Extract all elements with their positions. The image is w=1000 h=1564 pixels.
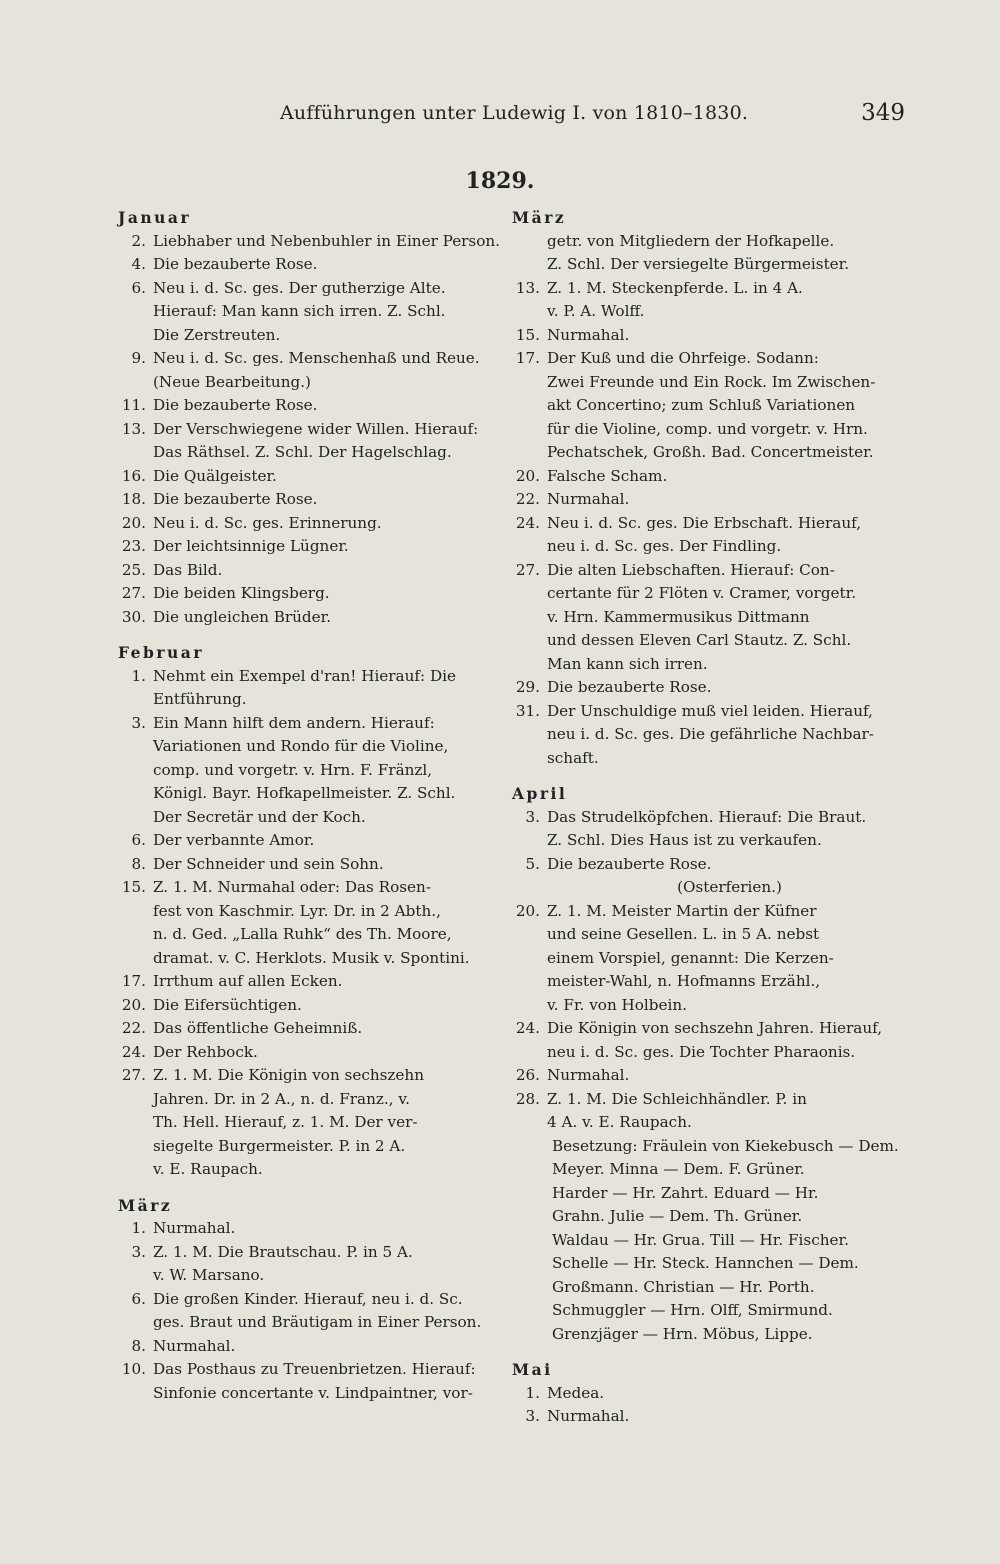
- entry-day: [512, 300, 540, 324]
- year-heading: 1829.: [465, 168, 535, 194]
- entry-text: meister-Wahl, n. Hofmanns Erzähl.,: [547, 972, 821, 990]
- entry-day: [512, 923, 540, 947]
- entry-text: Nehmt ein Exempel d'ran! Hierauf: Die: [153, 666, 456, 685]
- entry-line: [118, 665, 508, 689]
- entry-line: [118, 1241, 508, 1265]
- entry-text: akt Concertino; zum Schluß Variationen: [547, 396, 856, 414]
- month-heading: April: [512, 784, 568, 803]
- entry-day: [118, 1264, 146, 1288]
- entry-text: Der Kuß und die Ohrfeige. Sodann:: [547, 349, 819, 367]
- entry-line: [118, 1335, 508, 1359]
- entry-day: 1.: [131, 1219, 146, 1237]
- entry-text: v. W. Marsano.: [153, 1266, 265, 1284]
- entry-day: 10.: [121, 1360, 146, 1378]
- entry-day: [512, 747, 540, 771]
- entry-line: [512, 1382, 907, 1406]
- entry-line: [512, 582, 907, 606]
- entry-text: Z. 1. M. Die Brautschau. P. in 5 A.: [153, 1242, 413, 1261]
- entry-line: [118, 371, 508, 395]
- entry-line: [118, 759, 508, 783]
- month-gap: [118, 1182, 508, 1194]
- entry-day: 3.: [131, 1242, 146, 1261]
- entry-text: Das Posthaus zu Treuenbrietzen. Hierauf:: [153, 1360, 476, 1378]
- entry-line: [118, 1064, 508, 1088]
- entry-text: Das öffentliche Geheimniß.: [153, 1019, 363, 1037]
- entry-line: [118, 876, 508, 900]
- entry-day: 25.: [121, 560, 146, 579]
- entry-text: Die Quälgeister.: [153, 466, 277, 485]
- entry-day: [118, 947, 146, 971]
- entry-text: neu i. d. Sc. ges. Die Tochter Pharaonis.: [547, 1042, 856, 1061]
- left-column: [118, 206, 508, 1405]
- entry-text: Th. Hell. Hierauf, z. 1. M. Der ver-: [153, 1113, 418, 1131]
- entry-line: [118, 1041, 508, 1065]
- entry-text: Der leichtsinnige Lügner.: [153, 537, 349, 555]
- entry-day: 30.: [121, 607, 146, 626]
- entry-text: Zwei Freunde und Ein Rock. Im Zwischen-: [547, 372, 876, 391]
- month-heading: Januar: [118, 208, 192, 227]
- entry-line: [512, 829, 907, 853]
- entry-line: [118, 1158, 508, 1182]
- entry-day: 16.: [121, 466, 146, 485]
- entry-day: 20.: [121, 513, 146, 532]
- entry-text: v. Fr. von Holbein.: [547, 995, 687, 1014]
- entry-text: Die Königin von sechszehn Jahren. Hierauf,: [547, 1019, 883, 1037]
- entry-text: Die großen Kinder. Hierauf, neu i. d. Sc.: [153, 1289, 463, 1308]
- entry-day: 17.: [121, 972, 146, 990]
- entry-text: Irrthum auf allen Ecken.: [153, 972, 343, 990]
- entry-day: 4.: [131, 255, 146, 273]
- entry-text: Sinfonie concertante v. Lindpaintner, vor-: [153, 1383, 473, 1402]
- cast-line: Grenzjäger — Hrn. Möbus, Lippe.: [552, 1324, 813, 1343]
- entry-day: [118, 923, 146, 947]
- entry-text: fest von Kaschmir. Lyr. Dr. in 2 Abth.,: [153, 901, 441, 920]
- entry-day: 22.: [121, 1019, 146, 1037]
- entry-line: [512, 394, 907, 418]
- entry-text: Hierauf: Man kann sich irren. Z. Schl.: [153, 302, 446, 320]
- entry-day: [118, 1111, 146, 1135]
- entry-text: Liebhaber und Nebenbuhler in Einer Person.: [153, 231, 500, 250]
- entry-line: [512, 1064, 907, 1088]
- section-note: (Osterferien.): [677, 878, 782, 896]
- entry-text: Z. 1. M. Steckenpferde. L. in 4 A.: [547, 278, 803, 297]
- entry-day: 24.: [121, 1042, 146, 1061]
- entry-text: Der Rehbock.: [153, 1042, 258, 1061]
- entry-line: [118, 1264, 508, 1288]
- entry-line: [512, 1405, 907, 1429]
- entry-day: [512, 970, 540, 994]
- entry-line: [512, 535, 907, 559]
- entry-text: Die bezauberte Rose.: [153, 490, 318, 508]
- cast-line: Schmuggler — Hrn. Olff, Smirmund.: [552, 1301, 833, 1319]
- entry-line: [118, 418, 508, 442]
- entry-day: [118, 1158, 146, 1182]
- entry-text: Neu i. d. Sc. ges. Menschenhaß und Reue.: [153, 349, 480, 367]
- entry-text: Die bezauberte Rose.: [153, 396, 318, 414]
- entry-day: [512, 994, 540, 1018]
- entry-day: 3.: [525, 1407, 540, 1425]
- entry-text: einem Vorspiel, genannt: Die Kerzen-: [547, 948, 834, 967]
- entry-line: [118, 923, 508, 947]
- entry-text: Nurmahal.: [547, 1407, 630, 1425]
- month-heading: März: [512, 208, 567, 227]
- month-gap: [512, 770, 907, 782]
- entry-text: Neu i. d. Sc. ges. Erinnerung.: [153, 513, 382, 532]
- entry-day: 13.: [515, 278, 540, 297]
- entry-day: [118, 900, 146, 924]
- entry-line: [118, 559, 508, 583]
- entry-line: [118, 712, 508, 736]
- entry-line: [118, 1358, 508, 1382]
- entry-line: [118, 806, 508, 830]
- entry-text: Entführung.: [153, 690, 247, 708]
- entry-line: [118, 324, 508, 348]
- entry-line: [512, 947, 907, 971]
- right-column: [512, 206, 907, 1429]
- month-heading: Februar: [118, 643, 205, 662]
- entry-text: v. Hrn. Kammermusikus Dittmann: [547, 607, 810, 626]
- entry-day: 31.: [515, 701, 540, 720]
- entry-line: [512, 300, 907, 324]
- entry-line: [118, 441, 508, 465]
- entry-day: 6.: [131, 831, 146, 849]
- entry-day: 2.: [131, 231, 146, 250]
- entry-line: [118, 230, 508, 254]
- entry-text: und seine Gesellen. L. in 5 A. nebst: [547, 925, 820, 943]
- entry-day: [512, 947, 540, 971]
- entry-line: [512, 700, 907, 724]
- entry-text: Z. 1. M. Meister Martin der Küfner: [547, 901, 817, 920]
- entry-line: [118, 947, 508, 971]
- entry-text: Das Räthsel. Z. Schl. Der Hagelschlag.: [153, 443, 452, 461]
- entry-line: [118, 1311, 508, 1335]
- entry-text: Königl. Bayr. Hofkapellmeister. Z. Schl.: [153, 784, 456, 802]
- entry-text: Variationen und Rondo für die Violine,: [153, 737, 449, 755]
- entry-line: [118, 277, 508, 301]
- entry-day: 6.: [131, 1289, 146, 1308]
- entry-day: 3.: [131, 713, 146, 732]
- entry-day: [512, 829, 540, 853]
- cast-line: Harder — Hr. Zahrt. Eduard — Hr.: [552, 1183, 819, 1202]
- page-header: [280, 102, 905, 132]
- entry-line: [118, 900, 508, 924]
- entry-text: Der verbannte Amor.: [153, 831, 315, 849]
- entry-day: 1.: [131, 666, 146, 685]
- entry-line: [512, 853, 907, 877]
- entry-day: 27.: [121, 584, 146, 602]
- entry-text: Die Zerstreuten.: [153, 325, 281, 344]
- entry-text: und dessen Eleven Carl Stautz. Z. Schl.: [547, 631, 852, 649]
- entry-line: [118, 1217, 508, 1241]
- entry-line: [118, 488, 508, 512]
- entry-line: [118, 1382, 508, 1406]
- entry-line: [118, 735, 508, 759]
- entry-day: 15.: [121, 878, 146, 896]
- entry-line: [512, 676, 907, 700]
- entry-day: 24.: [515, 513, 540, 532]
- entry-text: Jahren. Dr. in 2 A., n. d. Franz., v.: [153, 1089, 410, 1108]
- entry-text: Die ungleichen Brüder.: [153, 607, 332, 626]
- entry-line: [512, 371, 907, 395]
- entry-day: 24.: [515, 1019, 540, 1037]
- entry-line: [118, 994, 508, 1018]
- entry-text: Man kann sich irren.: [547, 654, 708, 673]
- entry-line: [512, 512, 907, 536]
- entry-day: [512, 723, 540, 747]
- entry-day: [512, 230, 540, 254]
- entry-line: [512, 1088, 907, 1112]
- entry-day: [512, 582, 540, 606]
- entry-text: Nurmahal.: [547, 325, 630, 344]
- entry-day: 9.: [131, 349, 146, 367]
- entry-text: Die bezauberte Rose.: [153, 255, 318, 273]
- entry-text: Der Unschuldige muß viel leiden. Hierauf,: [547, 701, 873, 720]
- entry-day: 23.: [121, 537, 146, 555]
- month-gap: [118, 629, 508, 641]
- entry-text: Ein Mann hilft dem andern. Hierauf:: [153, 713, 435, 732]
- entry-text: siegelte Burgermeister. P. in 2 A.: [153, 1136, 406, 1155]
- entry-line: [512, 253, 907, 277]
- entry-text: Die bezauberte Rose.: [547, 854, 712, 873]
- entry-day: [512, 653, 540, 677]
- entry-line: [512, 723, 907, 747]
- entry-text: Der Schneider und sein Sohn.: [153, 854, 384, 873]
- entry-day: 27.: [515, 560, 540, 579]
- entry-day: 8.: [131, 854, 146, 873]
- entry-day: 20.: [121, 995, 146, 1014]
- entry-text: Die bezauberte Rose.: [547, 678, 712, 696]
- entry-day: [512, 441, 540, 465]
- entry-line: [118, 535, 508, 559]
- entry-line: [118, 606, 508, 630]
- entry-text: schaft.: [547, 748, 599, 767]
- entry-text: für die Violine, comp. und vorgetr. v. Hrn.: [547, 419, 868, 438]
- month-heading: März: [118, 1195, 173, 1215]
- entry-day: [118, 806, 146, 830]
- entry-text: certante für 2 Flöten v. Cramer, vorgetr.: [547, 584, 857, 602]
- entry-text: Die alten Liebschaften. Hierauf: Con-: [547, 560, 835, 579]
- cast-line: Grahn. Julie — Dem. Th. Grüner.: [552, 1207, 803, 1225]
- entry-day: [512, 535, 540, 559]
- entry-line: [118, 782, 508, 806]
- entry-line: [512, 1017, 907, 1041]
- cast-line: Großmann. Christian — Hr. Porth.: [552, 1277, 815, 1296]
- entry-text: Z. 1. M. Nurmahal oder: Das Rosen-: [153, 878, 431, 896]
- entry-line: [118, 512, 508, 536]
- entry-day: 27.: [121, 1066, 146, 1084]
- entry-line: [118, 253, 508, 277]
- cast-line: Schelle — Hr. Steck. Hannchen — Dem.: [552, 1254, 859, 1272]
- entry-text: Pechatschek, Großh. Bad. Concertmeister.: [547, 443, 874, 461]
- entry-text: Z. Schl. Dies Haus ist zu verkaufen.: [547, 831, 822, 849]
- entry-line: [118, 970, 508, 994]
- page-number: 349: [861, 100, 905, 126]
- entry-day: [118, 371, 146, 395]
- entry-day: 20.: [515, 901, 540, 920]
- entry-day: 22.: [515, 490, 540, 508]
- entry-text: Z. 1. M. Die Königin von sechszehn: [153, 1066, 424, 1084]
- entry-line: [118, 1111, 508, 1135]
- entry-text: ges. Braut und Bräutigam in Einer Person.: [153, 1313, 482, 1331]
- entry-day: 15.: [515, 325, 540, 344]
- entry-text: getr. von Mitgliedern der Hofkapelle.: [547, 231, 835, 250]
- entry-text: Nurmahal.: [153, 1336, 236, 1355]
- entry-line: [512, 347, 907, 371]
- entry-day: 3.: [525, 807, 540, 826]
- entry-text: n. d. Ged. „Lalla Ruhk“ des Th. Moore,: [153, 925, 452, 943]
- entry-day: [118, 1135, 146, 1159]
- cast-line: Meyer. Minna — Dem. F. Grüner.: [552, 1160, 805, 1178]
- entry-line: [118, 394, 508, 418]
- entry-line: [512, 629, 907, 653]
- entry-line: [118, 829, 508, 853]
- entry-day: 26.: [515, 1066, 540, 1084]
- entry-day: 13.: [121, 419, 146, 438]
- entry-day: 1.: [525, 1383, 540, 1402]
- entry-line: [512, 488, 907, 512]
- entry-line: [512, 441, 907, 465]
- entry-line: [512, 606, 907, 630]
- entry-line: [512, 1111, 907, 1135]
- entry-day: [512, 1041, 540, 1065]
- entry-line: [118, 465, 508, 489]
- entry-text: (Neue Bearbeitung.): [153, 372, 311, 391]
- entry-line: [118, 1088, 508, 1112]
- entry-text: Das Strudelköpfchen. Hierauf: Die Braut.: [547, 807, 867, 826]
- entry-line: [118, 853, 508, 877]
- entry-day: 6.: [131, 278, 146, 297]
- entry-day: 28.: [515, 1089, 540, 1108]
- entry-line: [512, 559, 907, 583]
- entry-text: Falsche Scham.: [547, 466, 668, 485]
- entry-line: [512, 1041, 907, 1065]
- entry-day: [118, 782, 146, 806]
- entry-line: [512, 806, 907, 830]
- running-title: Aufführungen unter Ludewig I. von 1810–1830.: [280, 102, 749, 124]
- entry-line: [512, 970, 907, 994]
- month-heading: Mai: [512, 1360, 553, 1379]
- entry-day: [118, 1311, 146, 1335]
- entry-line: [512, 653, 907, 677]
- entry-line: [118, 1017, 508, 1041]
- entry-text: dramat. v. C. Herklots. Musik v. Spontini.: [153, 948, 470, 967]
- entry-line: [512, 230, 907, 254]
- entry-day: 11.: [121, 396, 146, 414]
- entry-text: Z. 1. M. Die Schleichhändler. P. in: [547, 1089, 807, 1108]
- entry-text: v. P. A. Wolff.: [547, 302, 645, 320]
- entry-day: [512, 394, 540, 418]
- entry-day: 29.: [515, 678, 540, 696]
- entry-day: [118, 1382, 146, 1406]
- entry-day: [118, 735, 146, 759]
- entry-line: [512, 747, 907, 771]
- entry-day: [118, 688, 146, 712]
- entry-day: 8.: [131, 1336, 146, 1355]
- entry-line: [118, 1135, 508, 1159]
- cast-line: Besetzung: Fräulein von Kiekebusch — Dem.: [552, 1136, 899, 1155]
- entry-day: [512, 253, 540, 277]
- entry-text: Z. Schl. Der versiegelte Bürgermeister.: [547, 255, 850, 273]
- entry-text: Die beiden Klingsberg.: [153, 584, 330, 602]
- entry-text: Das Bild.: [153, 560, 223, 579]
- entry-day: [118, 324, 146, 348]
- entry-line: [118, 1288, 508, 1312]
- entry-text: neu i. d. Sc. ges. Der Findling.: [547, 537, 782, 555]
- entry-day: [118, 759, 146, 783]
- entry-day: [512, 606, 540, 630]
- entry-line: [512, 418, 907, 442]
- month-gap: [512, 1346, 907, 1358]
- entry-line: [512, 277, 907, 301]
- entry-line: [118, 347, 508, 371]
- entry-line: [512, 923, 907, 947]
- entry-text: Nurmahal.: [153, 1219, 236, 1237]
- entry-day: [118, 1088, 146, 1112]
- entry-text: comp. und vorgetr. v. Hrn. F. Fränzl,: [153, 760, 433, 779]
- entry-text: Nurmahal.: [547, 490, 630, 508]
- entry-text: Der Verschwiegene wider Willen. Hierauf:: [153, 419, 479, 438]
- entry-line: [118, 688, 508, 712]
- entry-text: neu i. d. Sc. ges. Die gefährliche Nachbar-: [547, 725, 874, 743]
- entry-text: Neu i. d. Sc. ges. Die Erbschaft. Hierauf,: [547, 513, 862, 532]
- entry-line: [512, 465, 907, 489]
- entry-text: Der Secretär und der Koch.: [153, 807, 366, 826]
- entry-text: Nurmahal.: [547, 1066, 630, 1084]
- entry-day: [512, 371, 540, 395]
- entry-line: [512, 324, 907, 348]
- entry-line: [512, 900, 907, 924]
- entry-text: 4 A. v. E. Raupach.: [547, 1113, 692, 1131]
- entry-line: [118, 582, 508, 606]
- entry-text: Die Eifersüchtigen.: [153, 995, 302, 1014]
- entry-line: [118, 300, 508, 324]
- entry-day: 5.: [525, 854, 540, 873]
- entry-line: [512, 994, 907, 1018]
- entry-day: [118, 300, 146, 324]
- entry-text: Medea.: [547, 1383, 605, 1402]
- entry-day: [512, 629, 540, 653]
- entry-day: [512, 1111, 540, 1135]
- entry-day: 18.: [121, 490, 146, 508]
- cast-line: Waldau — Hr. Grua. Till — Hr. Fischer.: [552, 1230, 849, 1249]
- entry-day: 20.: [515, 466, 540, 485]
- entry-day: [512, 418, 540, 442]
- entry-text: Neu i. d. Sc. ges. Der gutherzige Alte.: [153, 278, 446, 297]
- entry-day: 17.: [515, 349, 540, 367]
- entry-day: [118, 441, 146, 465]
- entry-text: v. E. Raupach.: [153, 1160, 263, 1178]
